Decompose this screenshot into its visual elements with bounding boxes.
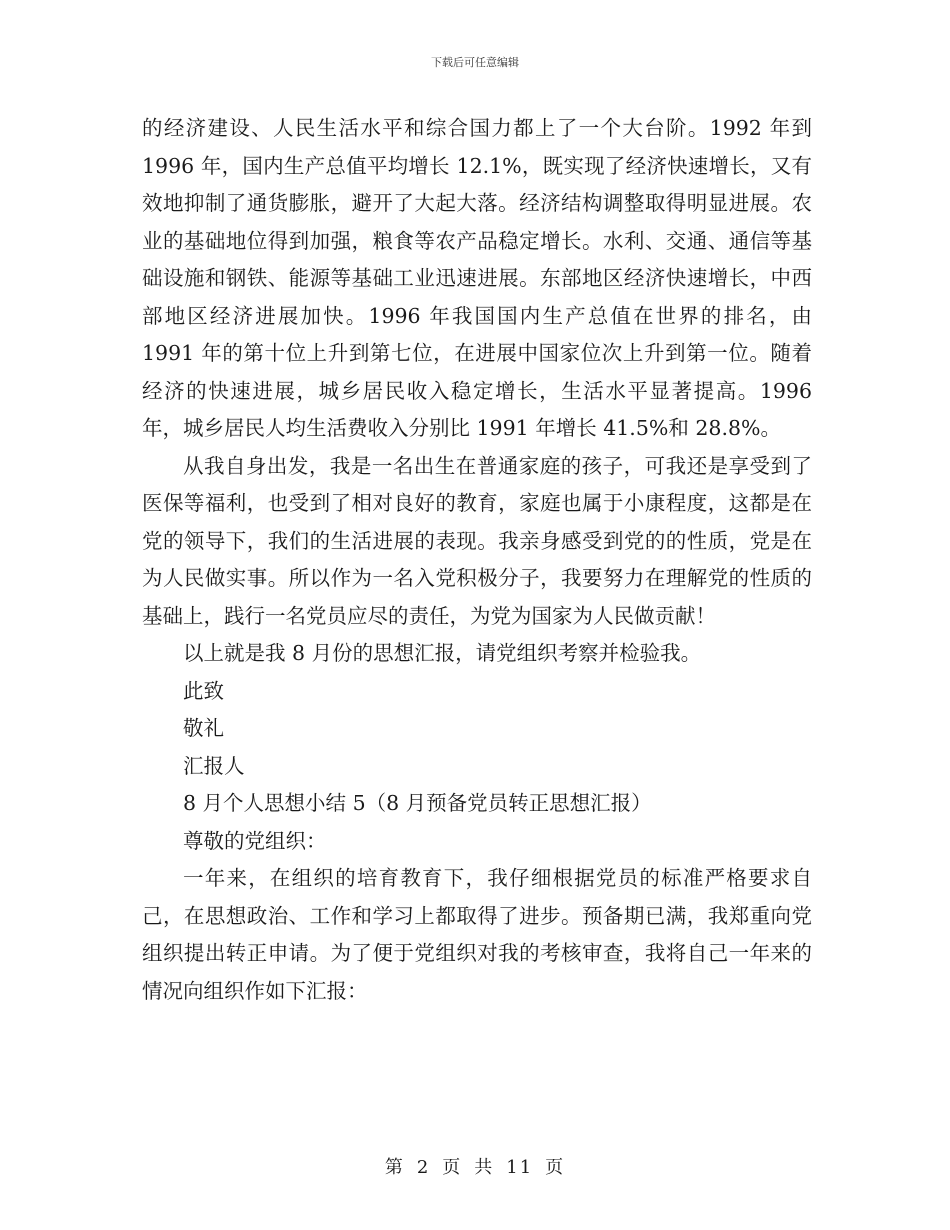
paragraph-1: 的经济建设、人民生活水平和综合国力都上了一个大台阶。1992 年到 1996 年，国内生产总值平均增长 12.1%，既实现了经济快速增长，又有效地抑制了通货膨胀，避开了大起大落。经济结构调整取得明显进展。农业的基础地位得到加强，粮食等农产品稳定增长。水利、交通、通信等基础设施和钢铁、能源等基础工业迅速进展。东部地区经济快速增长，中西部地区经济进展加快。1996 年我国国内生产总值在世界的排名，由 1991 年的第十位上升到第七位，在进展中国家位次上升到第一位。随着经济的快速进展，城乡居民收入稳定增长，生活水平显著提高。1996 年，城乡居民人均生活费收入分别比 1991 年增长 41.5%和 28.8%。 [142, 116, 812, 440]
section-title: 8 月个人思想小结 5（8 月预备党员转正思想汇报） [183, 791, 652, 815]
closing-regards: 敬礼 [183, 716, 224, 740]
document-body [142, 110, 812, 1010]
closing-salutation: 此致 [183, 678, 224, 703]
total-page-count: 11 [506, 1157, 534, 1178]
paragraph-3: 以上就是我 8 月份的思想汇报，请党组织考察并检验我。 [183, 641, 702, 665]
header-note: 下载后可任意编辑 [431, 56, 519, 69]
page-label-suffix: 页 [545, 1157, 566, 1178]
paragraph-final: 一年来，在组织的培育教育下，我仔细根据党员的标准严格要求自己，在思想政治、工作和学习上都取得了进步。预备期已满，我郑重向党组织提出转正申请。为了便于党组织对我的考核审查，我将自己一年来的情况向组织作如下汇报： [142, 866, 812, 1003]
page-number-footer [0, 1153, 950, 1179]
page-label-middle-2: 共 [474, 1157, 495, 1178]
greeting: 尊敬的党组织： [183, 828, 327, 853]
page-label-prefix: 第 [384, 1157, 405, 1178]
paragraph-2: 从我自身出发，我是一名出生在普通家庭的孩子，可我还是享受到了医保等福利，也受到了相对良好的教育，家庭也属于小康程度，这都是在党的领导下，我们的生活进展的表现。我亲身感受到党的的性质，党是在为人民做实事。所以作为一名入党积极分子，我要努力在理解党的性质的基础上，践行一名党员应尽的责任，为党为国家为人民做贡献！ [142, 453, 812, 628]
current-page-number: 2 [416, 1157, 431, 1178]
page-label-middle-1: 页 [442, 1157, 463, 1178]
reporter-label: 汇报人 [183, 753, 245, 778]
